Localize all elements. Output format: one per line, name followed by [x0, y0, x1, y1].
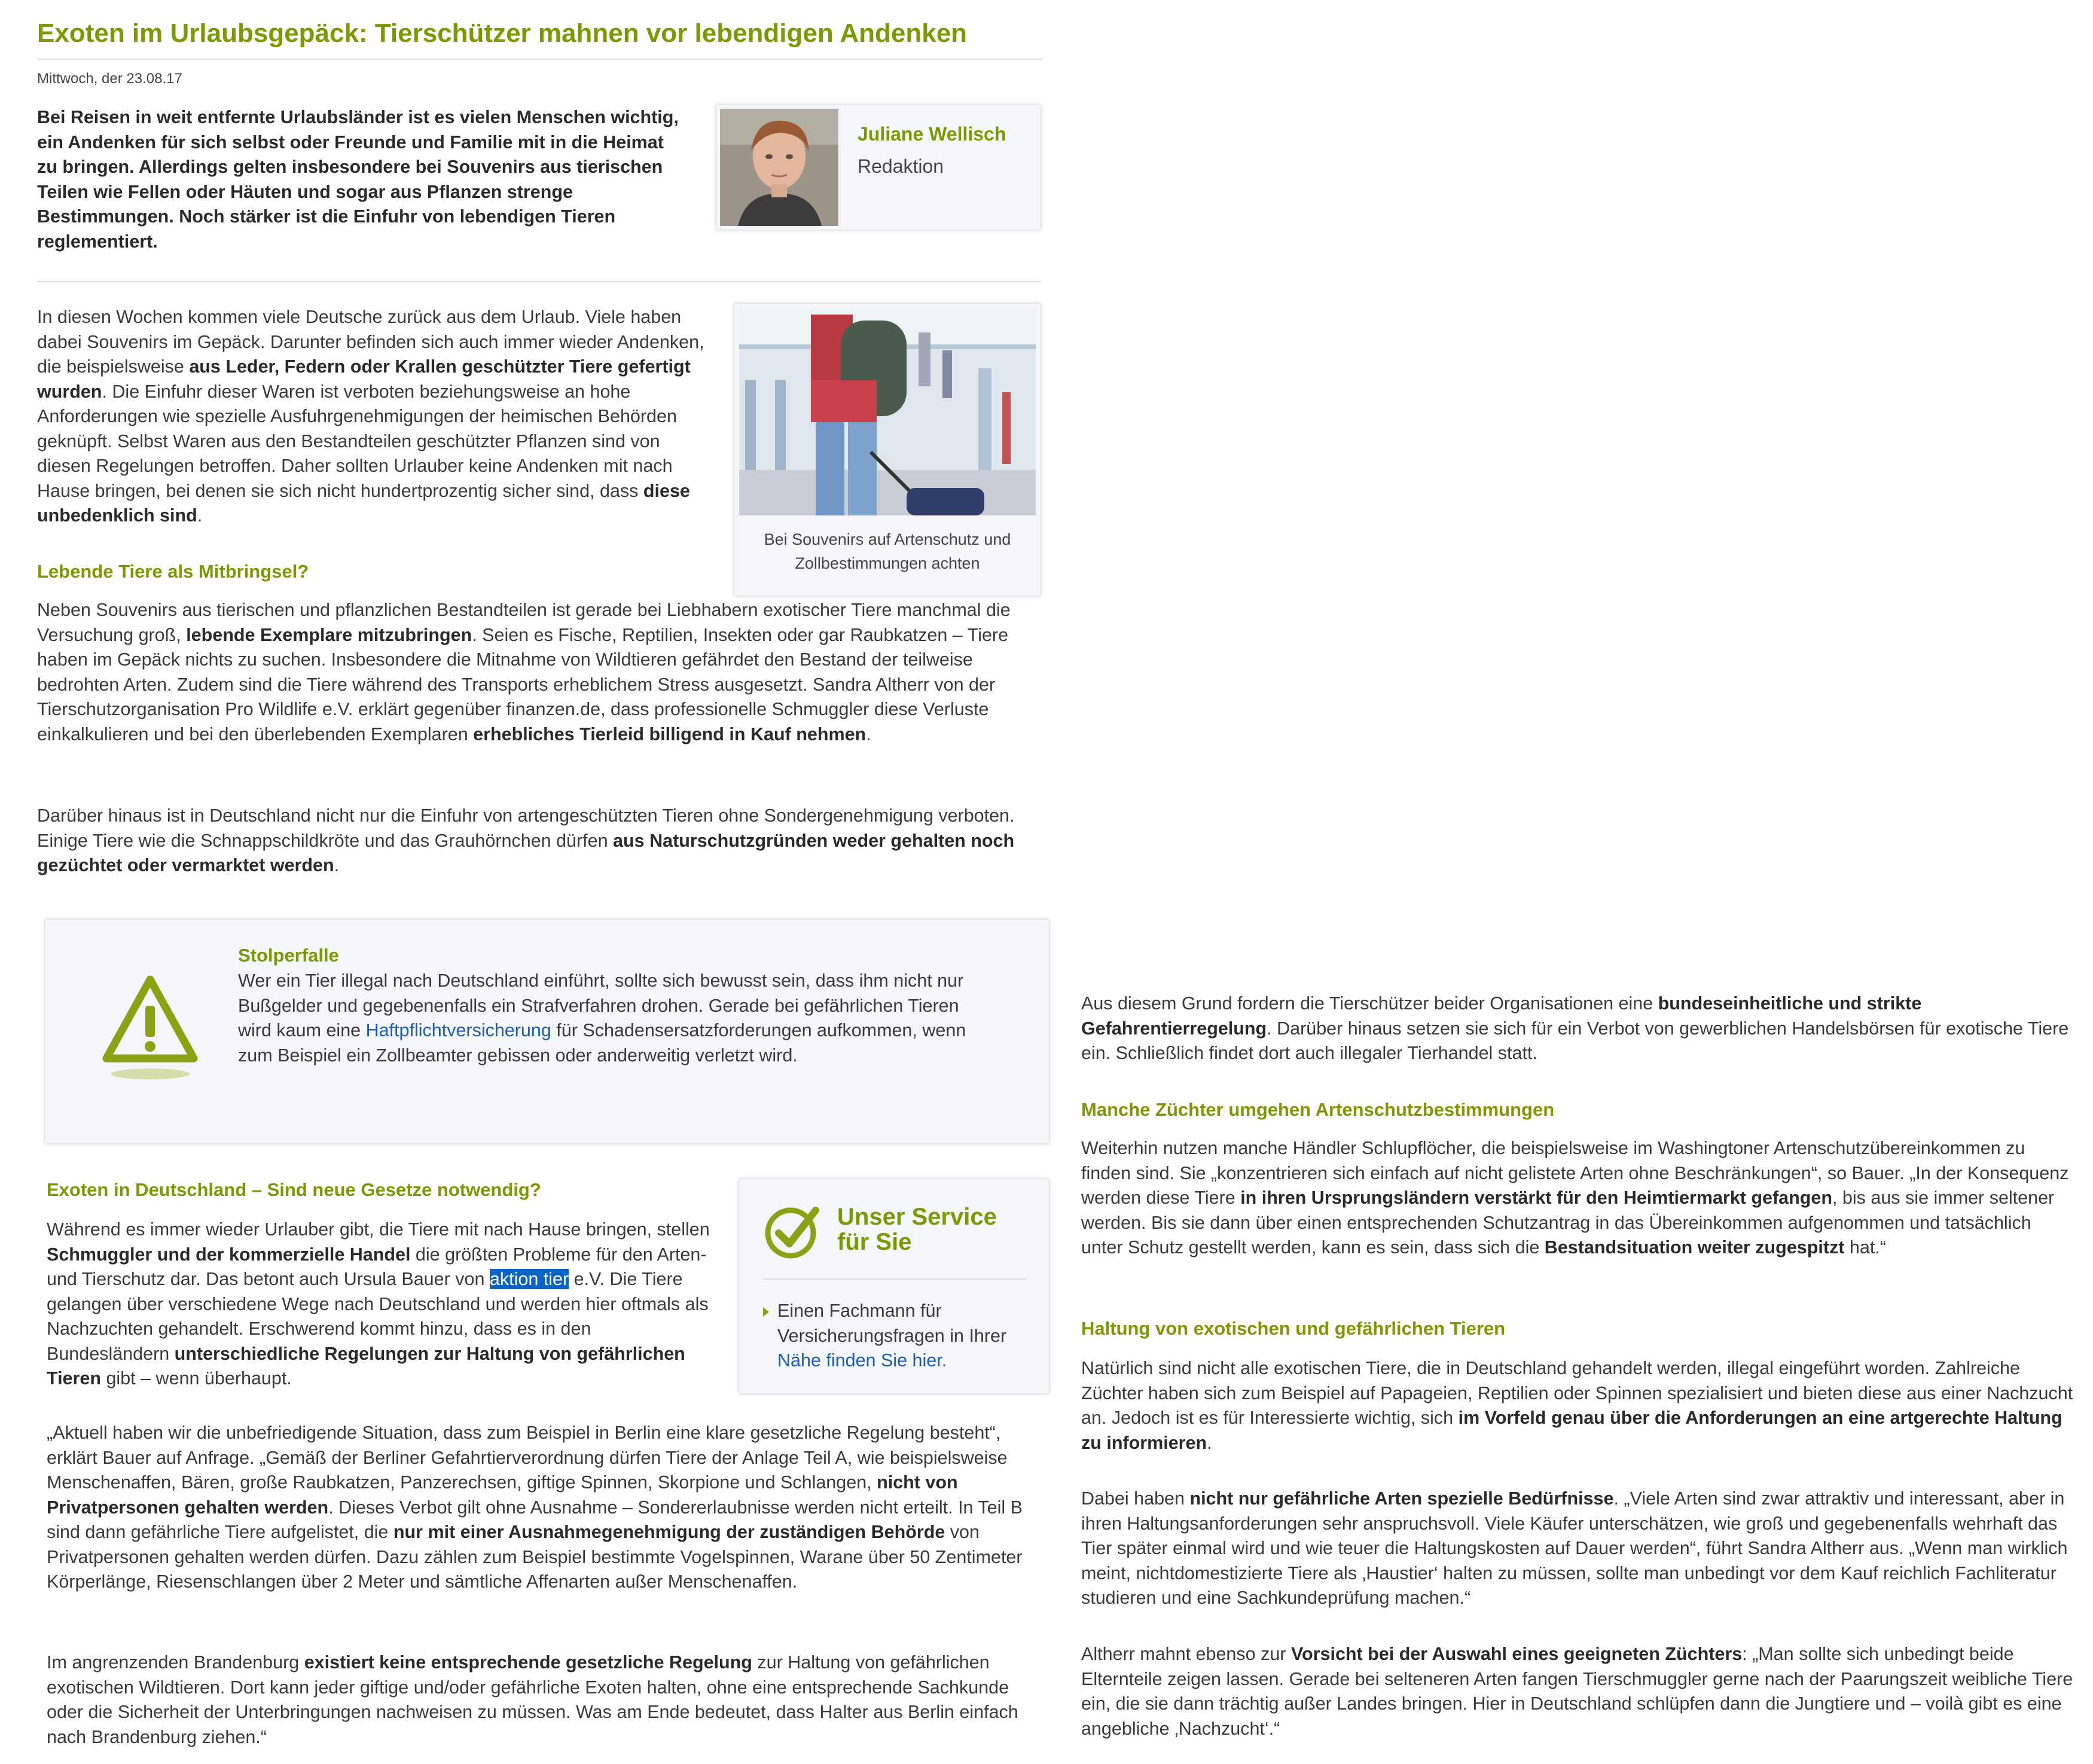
paragraph-souvenirs: In diesen Wochen kommen viele Deutsche zurück aus dem Urlaub. Viele haben dabei Souvenirs im Gepäck. Darunter befinden sich auch immer wieder Andenken, die beispielsweise aus Leder, Federn oder Krallen geschützter Tiere gefertigt wurden. Die Einfuhr dieser Waren ist verboten beziehungsweise an hohe Anforderungen wie spezielle Ausfuhrgenehmigungen der heimischen Behörden geknüpft. Selbst Waren aus den Bestandteilen geschützter Pflanzen sind von diesen Regelungen betroffen. Daher sollten Urlauber keine Andenken mit nach Hause bringen, bei denen sie sich nicht hundertprozentig sicher sind, dass diese unbedenklich sind. [37, 307, 704, 526]
author-card [716, 105, 1041, 230]
traveller-photo-image [739, 309, 1036, 515]
section-heading-haltung: Haltung von exotischen und gefährlichen Tieren [1081, 1318, 1506, 1339]
paragraph-zuechter: Natürlich sind nicht alle exotischen Tiere, die in Deutschland gehandelt werden, illegal eingeführt worden. Zahlreiche Züchter haben sich zum Beispiel auf Papageien, Reptilien oder Spinnen spezialisiert und bieten diese aus einer Nachzucht an. Jedoch ist es für Interessierte wichtig, sich im Vorfeld genau über die Anforderungen an eine artgerechte Haltung zu informieren. [1081, 1358, 2073, 1453]
warning-box [45, 920, 1049, 1143]
paragraph-artengeschuetzt: Darüber hinaus ist in Deutschland nicht nur die Einfuhr von artengeschützten Tieren ohne Sondergenehmigung verboten. Einige Tiere wie die Schnappschildkröte und das Grauhörnchen dürfen aus Naturschutzgründen weder gehalten noch gezüchtet oder vermarktet werden. [37, 805, 1015, 875]
paragraph-beduerfnisse: Dabei haben nicht nur gefährliche Arten spezielle Bedürfnisse. „Viele Arten sind zwar attraktiv und interessant, aber in ihren Haltungsanforderungen sehr anspruchsvoll. Viele Käufer unterschätzen, wie groß und gegebenenfalls wehrhaft das Tier später einmal wird und wie teuer die Haltungskosten auf Dauer werden“, führt Sandra Altherr aus. „Wenn man wirklich meint, nichtdomestizierte Tiere als ‚Haustier‘ halten zu müssen, sollte man unbedingt vor dem Kauf reichlich Fachliteratur studieren und eine Sachkundeprüfung machen.“ [1081, 1488, 2068, 1608]
paragraph-schmuggler: Während es immer wieder Urlauber gibt, die Tiere mit nach Hause bringen, stellen Schmuggler und der kommerzielle Handel die größten Probleme für den Arten- und Tierschutz dar. Das betont auch Ursula Bauer von aktion tier e.V. Die Tiere gelangen über verschiedene Wege nach Deutschland und werden hier oftmals als Nachzuchten gehandelt. Erschwerend kommt hinzu, dass es in den Bundesländern unterschiedliche Regelungen zur Haltung von gefährlichen Tieren gibt – wenn überhaupt. [47, 1219, 710, 1388]
service-divider [763, 1278, 1026, 1280]
lead-divider [37, 281, 1042, 282]
image-caption: Bei Souvenirs auf Artenschutz und Zollbestimmungen achten [764, 530, 1011, 572]
article-lead: Bei Reisen in weit entfernte Urlaubsländer ist es vielen Menschen wichtig, ein Andenken für sich selbst oder Freunde und Familie mit in die Heimat zu bringen. Allerdings gelten insbesondere bei Souvenirs aus tierischen Teilen wie Fellen oder Häuten und sogar aus Pflanzen strenge Bestimmungen. Noch stärker ist die Einfuhr von lebendigen Tieren reglementiert. [37, 107, 679, 252]
article-date: Mittwoch, der 23.08.17 [37, 71, 182, 87]
title-divider [37, 59, 1042, 60]
haftpflicht-link[interactable]: Haftpflichtversicherung [365, 1020, 551, 1040]
article-image-card [734, 304, 1041, 596]
section-heading-zuechter: Manche Züchter umgehen Artenschutzbestimmungen [1081, 1099, 1555, 1120]
service-box [739, 1179, 1049, 1393]
author-photo-image [720, 109, 838, 226]
paragraph-berlin: „Aktuell haben wir die unbefriedigende Situation, dass zum Beispiel in Berlin eine klare gesetzliche Regelung besteht“, erklärt Bauer auf Anfrage. „Gemäß der Berliner Gefahrtierverordnung dürfen Tiere der Anlage Teil A, wie beispielsweise Menschenaffen, Bären, große Raubkatzen, Panzerechsen, giftige Spinnen, Skorpione und Schlangen, nicht von Privatpersonen gehalten werden. Dieses Verbot gilt ohne Ausnahme – Sondererlaubnisse werden nicht erteilt. In Teil B sind dann gefährliche Tiere aufgelistet, die nur mit einer Ausnahmegenehmigung der zuständigen Behörde von Privatpersonen gehalten werden dürfen. Dazu zählen zum Beispiel bestimmte Vogelspinnen, Warane über 50 Zentimeter Körperlänge, Riesenschlangen über 2 Meter und sämtliche Affenarten außer Menschenaffen. [47, 1423, 1023, 1592]
author-role: Redaktion [858, 155, 944, 177]
checkmark-circle-icon [763, 1203, 820, 1261]
paragraph-brandenburg: Im angrenzenden Brandenburg existiert keine entsprechende gesetzliche Regelung zur Haltung von gefährlichen exotischen Wildtieren. Dort kann jeder giftige und/oder gefährliche Exoten halten, ohne eine entsprechende Sachkunde oder die Sicherheit der Unterbringungen nachweisen zu müssen. Was am Ende bedeutet, dass Halter aus Berlin einfach nach Brandenburg ziehen.“ [47, 1652, 1018, 1747]
paragraph-zuechterwahl: Altherr mahnt ebenso zur Vorsicht bei der Auswahl eines geeigneten Züchters: „Man sollte sich unbedingt beide Elternteile zeigen lassen. Gerade bei selteneren Arten fangen Tierschmuggler gerne nach der Paarungszeit weibliche Tiere ein, die sie dann trächtig außer Landes bringen. Hier in Deutschland schlüpfen dann die Jungtiere und – voilà gibt es eine angebliche ‚Nachzucht‘.“ [1081, 1644, 2073, 1739]
author-photo [720, 109, 838, 226]
selected-text[interactable]: aktion tier [489, 1269, 569, 1289]
service-bullet-icon [763, 1307, 769, 1317]
warning-text: Wer ein Tier illegal nach Deutschland einführt, sollte sich bewusst sein, dass ihm nicht nur Bußgelder und gegebenenfalls ein Strafverfahren drohen. Gerade bei gefährlichen Tieren wird kaum eine Haftpflichtversicherung für Schadensersatzforderungen aufkommen, wenn zum Beispiel ein Zollbeamter gebissen oder anderweitig verletzt wird. [238, 970, 966, 1066]
article-title: Exoten im Urlaubsgepäck: Tierschützer mahnen vor lebendigen Andenken [37, 19, 968, 48]
paragraph-forderung: Aus diesem Grund fordern die Tierschützer beider Organisationen eine bundeseinheitliche und strikte Gefahrentierregelung. Darüber hinaus setzen sie sich für ein Verbot von gewerblichen Handelsbörsen für exotische Tiere ein. Schließlich findet dort auch illegaler Tierhandel statt. [1081, 993, 2069, 1063]
paragraph-lebende-tiere: Neben Souvenirs aus tierischen und pflanzlichen Bestandteilen ist gerade bei Liebhabern exotischer Tiere manchmal die Versuchung groß, lebende Exemplare mitzubringen. Seien es Fische, Reptilien, Insekten oder gar Raubkatzen – Tiere haben im Gepäck nichts zu suchen. Insbesondere die Mitnahme von Wildtieren gefährdet den Bestand der teilweise bedrohten Arten. Zudem sind die Tiere während des Transports erheblichem Stress ausgesetzt. Sandra Altherr von der Tierschutzorganisation Pro Wildlife e.V. erklärt gegenüber finanzen.de, dass professionelle Schmuggler diese Verluste einkalkulieren und bei den überlebenden Exemplaren erhebliches Tierleid billigend in Kauf nehmen. [37, 600, 1011, 744]
traveller-photo [739, 309, 1036, 515]
section-heading-exoten-deutschland: Exoten in Deutschland – Sind neue Gesetze notwendig? [47, 1179, 541, 1200]
author-name[interactable]: Juliane Wellisch [858, 123, 1006, 145]
section-heading-lebende-tiere: Lebende Tiere als Mitbringsel? [37, 561, 309, 582]
warning-title: Stolperfalle [238, 945, 339, 966]
paragraph-schlupfloecher: Weiterhin nutzen manche Händler Schlupflöcher, die beispielsweise im Washingtoner Artenschutzübereinkommen zu finden sind. Sie „konzentrieren sich einfach auf nicht gelistete Arten ohne Beschränkungen“, so Bauer. „In der Konsequenz werden diese Tiere in ihren Ursprungsländern verstärkt für den Heimtiermarkt gefangen, bis aus sie immer seltener werden. Bis sie dann über einen entsprechenden Schutzantrag in das Übereinkommen aufgenommen und tatsächlich unter Schutz gestellt werden, kann es sein, dass sich die Bestandsituation weiter zugespitzt hat.“ [1081, 1138, 2069, 1258]
service-title: Unser Service für Sie [837, 1204, 997, 1255]
service-text: Einen Fachmann für Versicherungsfragen in Ihrer Nähe finden Sie hier. [777, 1301, 1007, 1371]
warning-triangle-icon [99, 971, 201, 1085]
service-link[interactable]: Nähe finden Sie hier. [777, 1350, 947, 1371]
